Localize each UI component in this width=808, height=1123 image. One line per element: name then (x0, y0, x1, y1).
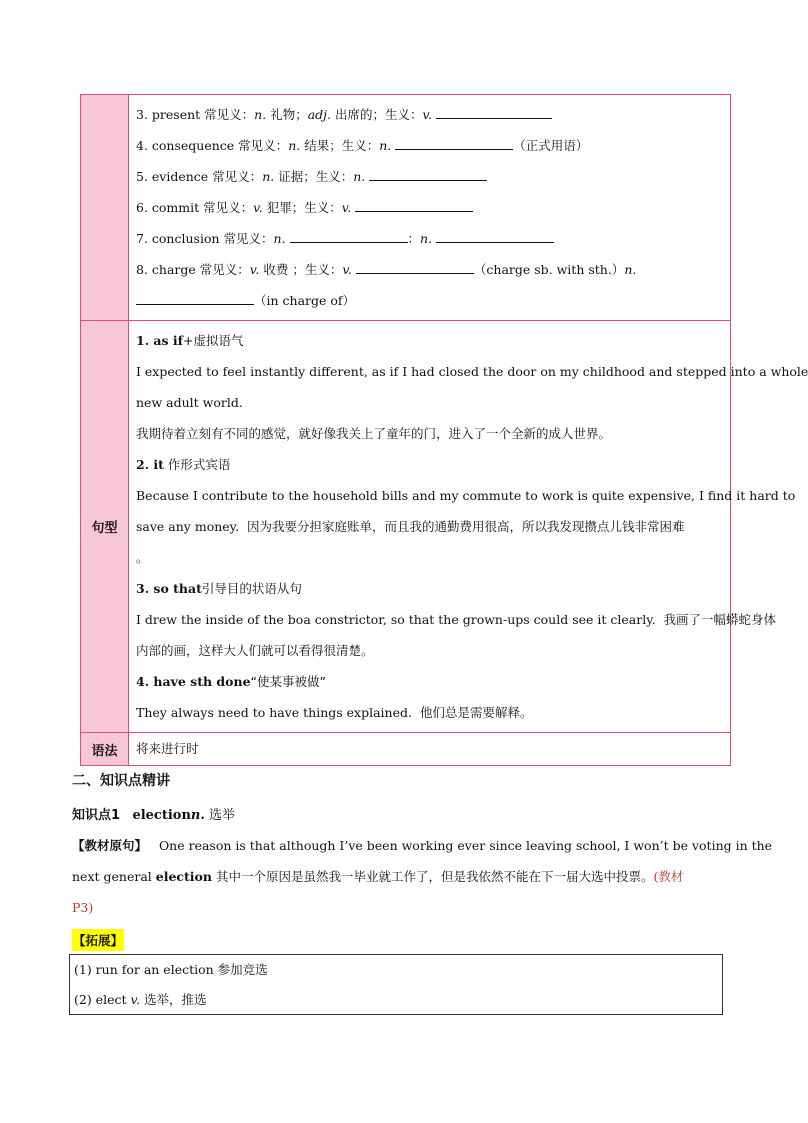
vocab-present: 3. present 常见义：n. 礼物；adj. 出席的；生义：v. (136, 99, 724, 130)
vocab-sentence-grammar-table (80, 94, 808, 766)
sentence-1-title: 1. as if+虚拟语气 (136, 333, 244, 348)
answer-blank (395, 135, 513, 150)
extension-badge: 【拓展】 (72, 929, 124, 951)
sentence-1-cn: 我期待着立刻有不同的感觉，就好像我关上了童年的门，进入了一个全新的成人世界。 (136, 426, 612, 441)
extension-box (69, 954, 723, 1015)
original-line-3: P3) (72, 900, 94, 915)
vocab-consequence: 4. consequence 常见义：n. 结果；生义：n. （正式用语） (136, 130, 724, 161)
vocab-side-cell (81, 95, 129, 321)
answer-blank (356, 259, 474, 274)
sentence-1-en-2: new adult world. (136, 395, 243, 410)
answer-blank (290, 228, 408, 243)
sentence-label: 句型 (81, 321, 129, 733)
vocab-charge-cont: （in charge of） (136, 285, 724, 316)
vocab-conclusion: 7. conclusion 常见义：n. ：n. (136, 223, 724, 254)
sentence-3-en: I drew the inside of the boa constrictor, so that the grown-ups could see it clearly. 我画了一幅蟒蛇身体 (136, 612, 777, 627)
sentence-2-en-1: Because I contribute to the household bills and my commute to work is quite expensive, I find it hard to (136, 488, 796, 503)
grammar-label: 语法 (81, 733, 129, 766)
sentence-4-title: 4. have sth done“使某事被做” (136, 674, 326, 689)
sentence-4-en: They always need to have things explained. 他们总是需要解释。 (136, 705, 533, 720)
sentence-3-cn: 内部的画，这样大人们就可以看得很清楚。 (136, 643, 374, 658)
vocab-charge: 8. charge 常见义：v. 收费 ；生义：v. （charge sb. with sth.）n. (136, 254, 724, 285)
sentence-cell (129, 321, 808, 733)
answer-blank (436, 228, 554, 243)
sentence-2-end: 。 (136, 550, 149, 565)
knowledge-point-title: 知识点1 electionn. 选举 (72, 808, 236, 823)
vocab-commit: 6. commit 常见义：v. 犯罪；生义：v. (136, 192, 724, 223)
answer-blank (136, 290, 254, 305)
grammar-cell (129, 733, 731, 766)
sentence-3-title: 3. so that引导目的状语从句 (136, 581, 302, 596)
original-sentence (72, 830, 773, 923)
original-line-2: next general election 其中一个原因是虽然我一毕业就工作了，但是我依然不能在下一届大选中投票。(教材 (72, 869, 684, 884)
grammar-content: 将来进行时 (136, 741, 199, 756)
original-line-1: 【教材原句】 One reason is that although I’ve been working ever since leaving school, I won’t be voting in the (72, 838, 773, 853)
section-title: 二、知识点精讲 (72, 773, 170, 789)
sentence-2-title: 2. it 作形式宾语 (136, 457, 231, 472)
vocab-evidence: 5. evidence 常见义：n. 证据；生义：n. (136, 161, 724, 192)
extension-item-1: (1) run for an election 参加竞选 (74, 962, 268, 977)
answer-blank (369, 166, 487, 181)
answer-blank (355, 197, 473, 212)
sentence-1-en-1: I expected to feel instantly different, as if I had closed the door on my childhood and stepped into a whole (136, 364, 808, 379)
vocab-cell (129, 95, 731, 321)
answer-blank (436, 104, 552, 119)
extension-item-2: (2) elect v. 选举，推选 (74, 992, 207, 1007)
sentence-2-en-2: save any money. 因为我要分担家庭账单，而且我的通勤费用很高，所以我发现攒点儿钱非常困难 (136, 519, 685, 534)
